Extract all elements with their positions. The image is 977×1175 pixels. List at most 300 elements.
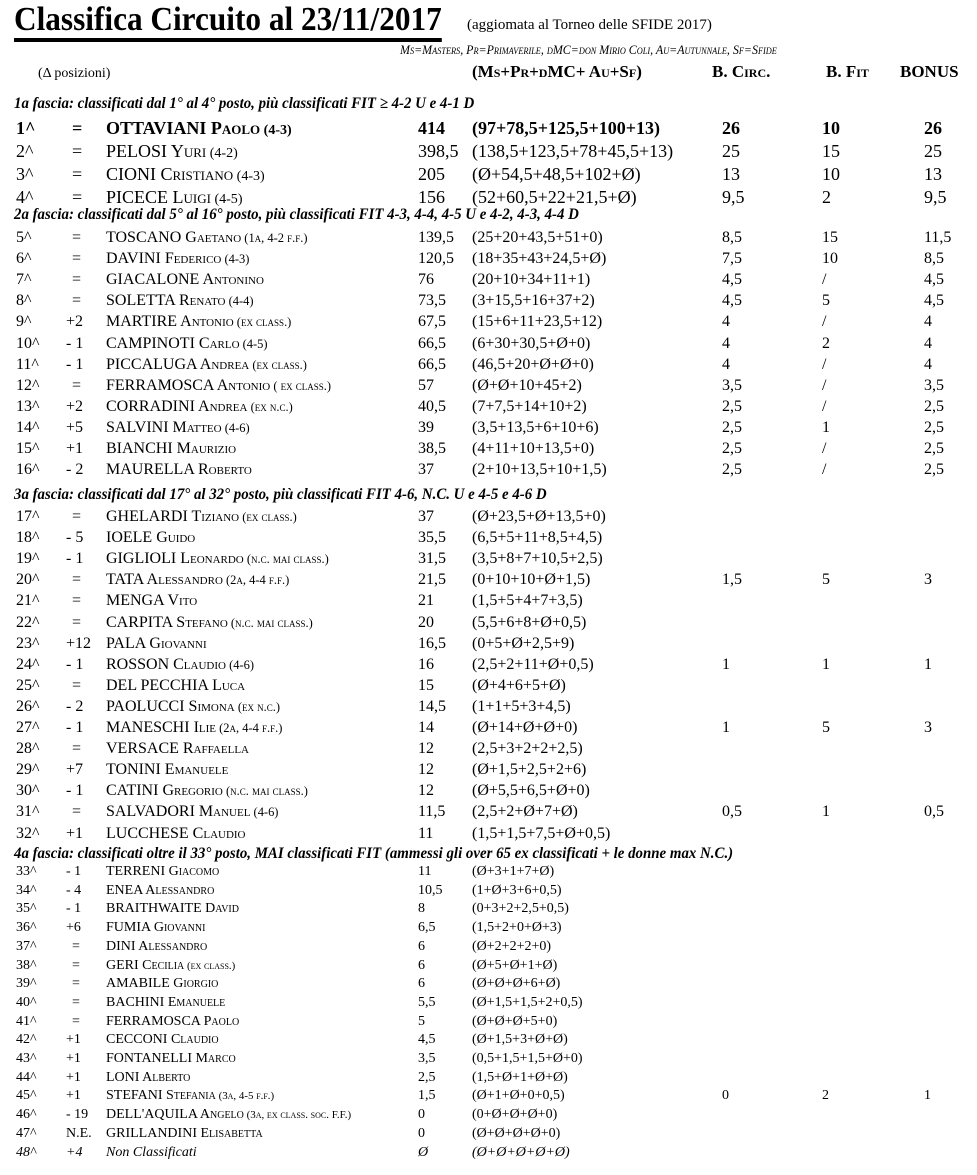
table-row [0, 883, 977, 903]
cell-pts: 12 [418, 782, 434, 800]
column-header-bonus: BONUS [900, 62, 959, 81]
band-header: 2a fascia: classificati dal 5° al 16° posto, più classificati FIT 4-3, 4-4, 4-5 U e 4-2, 4-3, 4-4 D [14, 206, 579, 223]
cell-pos: 41^ [16, 1013, 37, 1029]
cell-delta: +2 [66, 313, 84, 331]
cell-bfit: 1 [822, 418, 830, 436]
cell-name [106, 1032, 219, 1048]
cell-pts: 35,5 [418, 529, 446, 547]
cell-bfit: 10 [822, 164, 840, 184]
player-name: CARPITA Stefano [106, 613, 228, 631]
cell-bonus: 8,5 [924, 250, 944, 268]
cell-pos: 4^ [16, 187, 34, 207]
cell-formula: (Ø+54,5+48,5+102+Ø) [472, 164, 641, 184]
player-name: OTTAVIANI Paolo [106, 118, 261, 138]
cell-pts: 66,5 [418, 334, 446, 352]
player-note: (ex class.) [249, 357, 307, 372]
player-name: DINI Alessandro [106, 938, 208, 954]
cell-name [106, 1126, 263, 1142]
player-note: (4-6) [250, 805, 279, 820]
cell-pts: 4,5 [418, 1032, 436, 1048]
cell-formula: (1+Ø+3+6+0,5) [472, 882, 562, 898]
player-name: TONINI Emanuele [106, 761, 229, 779]
cell-delta: = [72, 571, 82, 589]
cell-bfit: 2 [822, 187, 831, 207]
cell-name [106, 550, 329, 568]
cell-bcirc: 13 [722, 164, 740, 184]
cell-formula: (2+10+13,5+10+1,5) [472, 461, 607, 479]
cell-bfit: 5 [822, 292, 830, 310]
table-row [0, 656, 977, 676]
cell-formula: (Ø+1,5+2,5+2+6) [472, 761, 587, 779]
cell-pts: 73,5 [418, 292, 446, 310]
cell-formula: (0+3+2+2,5+0,5) [472, 901, 569, 917]
cell-bonus: 0,5 [924, 803, 944, 821]
cell-formula: (Ø+Ø+Ø+Ø+0) [472, 1125, 561, 1141]
cell-formula: (6+30+30,5+Ø+0) [472, 334, 591, 352]
table-row [0, 939, 977, 959]
page-title: Classifica Circuito al 23/11/2017 [14, 2, 442, 42]
band-header: 1a fascia: classificati dal 1° al 4° posto, più classificati FIT ≥ 4-2 U e 4-1 D [14, 95, 475, 112]
cell-pos: 12^ [16, 376, 40, 394]
cell-bcirc: 0,5 [722, 803, 742, 821]
cell-bfit: 2 [822, 1088, 829, 1104]
cell-pts: 205 [418, 164, 445, 184]
player-name: PICECE Luigi [106, 187, 211, 207]
player-note: (ex class.) [239, 510, 297, 524]
cell-name [106, 761, 228, 779]
cell-pos: 25^ [16, 676, 40, 694]
cell-delta: = [72, 994, 80, 1010]
cell-delta: - 2 [66, 461, 84, 479]
cell-delta: - 1 [66, 334, 84, 352]
cell-pts: 5 [418, 1013, 425, 1029]
band-header: 4a fascia: classificati oltre il 33° posto, MAI classificati FIT (ammessi gli over 65 ex classificati + le donne max N.C.) [14, 845, 734, 862]
cell-bonus: 2,5 [924, 440, 944, 457]
cell-pts: 11 [418, 864, 432, 879]
cell-formula: (138,5+123,5+78+45,5+13) [472, 141, 674, 161]
cell-bcirc: 4,5 [722, 292, 742, 310]
player-note: (4-3) [221, 252, 250, 267]
table-row [0, 335, 977, 355]
cell-delta: = [72, 376, 82, 394]
cell-delta: = [72, 292, 82, 310]
cell-formula: (2,5+3+2+2+2,5) [472, 740, 583, 758]
cell-formula: (20+10+34+11+1) [472, 271, 591, 289]
cell-pts: 14 [418, 719, 434, 736]
cell-formula: (Ø+5+Ø+1+Ø) [472, 957, 558, 973]
cell-pts: 6 [418, 938, 425, 954]
cell-pts: 12 [418, 740, 434, 758]
cell-pos: 18^ [16, 529, 40, 547]
cell-formula: (46,5+20+Ø+Ø+0) [472, 355, 594, 373]
cell-delta: +1 [66, 1051, 81, 1066]
cell-formula: (3,5+13,5+6+10+6) [472, 418, 599, 436]
cell-bonus: 26 [924, 118, 942, 138]
player-note: (3a, ex class. soc. F.F.) [243, 1109, 352, 1122]
cell-pts: 40,5 [418, 397, 446, 415]
cell-name [106, 271, 264, 289]
cell-name [106, 1014, 239, 1030]
cell-formula: (4+11+10+13,5+0) [472, 440, 595, 457]
cell-delta: N.E. [66, 1125, 92, 1141]
cell-name [106, 1088, 274, 1104]
cell-delta: = [72, 229, 82, 246]
cell-bonus: 3 [924, 571, 932, 589]
table-row [0, 635, 977, 655]
cell-pts: 31,5 [418, 550, 446, 568]
table-row [0, 614, 977, 634]
cell-pts: 10,5 [418, 882, 443, 898]
cell-bcirc: 8,5 [722, 229, 742, 246]
cell-pts: 414 [418, 118, 445, 138]
cell-formula: (52+60,5+22+21,5+Ø) [472, 187, 637, 207]
table-row [0, 761, 977, 781]
column-header-bcirc: B. Circ. [712, 62, 771, 81]
cell-name [106, 398, 293, 416]
cell-formula: (1,5+1,5+7,5+Ø+0,5) [472, 824, 611, 842]
cell-bfit: / [822, 271, 827, 289]
cell-delta: - 4 [66, 882, 82, 898]
table-row [0, 995, 977, 1015]
player-name: PELOSI Yuri [106, 141, 207, 161]
player-name: MENGA Vito [106, 592, 198, 610]
cell-delta: = [72, 141, 83, 161]
cell-bonus: 2,5 [924, 461, 944, 479]
cell-pos: 42^ [16, 1032, 37, 1048]
player-name: SALVINI Matteo [106, 418, 222, 436]
cell-pts: 11 [418, 824, 434, 842]
cell-pos: 30^ [16, 782, 40, 800]
player-name: CORRADINI Andrea [106, 397, 248, 415]
cell-formula: (Ø+23,5+Ø+13,5+0) [472, 508, 606, 525]
player-name: DELL'AQUILA Angelo [106, 1107, 244, 1123]
cell-formula: (Ø+Ø+10+45+2) [472, 376, 582, 394]
cell-bcirc: 4 [722, 313, 730, 331]
cell-delta: - 1 [66, 719, 84, 736]
table-row [0, 1014, 977, 1034]
table-row [0, 901, 977, 921]
cell-name [106, 698, 280, 716]
cell-pos: 26^ [16, 697, 40, 715]
table-row [0, 398, 977, 418]
table-row [0, 958, 977, 978]
cell-delta: - 1 [66, 864, 82, 879]
cell-bonus: 4 [924, 313, 932, 331]
cell-bonus: 1 [924, 655, 932, 673]
table-row [0, 1032, 977, 1052]
table-row [0, 229, 977, 249]
cell-formula: (0,5+1,5+1,5+Ø+0) [472, 1051, 583, 1066]
table-row [0, 508, 977, 528]
cell-formula: (3,5+8+7+10,5+2,5) [472, 550, 603, 568]
player-note: (4-5) [210, 191, 243, 207]
table-row [0, 440, 977, 460]
cell-name [106, 958, 235, 974]
cell-name [106, 164, 265, 185]
cell-delta: = [72, 957, 80, 973]
cell-formula: (Ø+1,5+1,5+2+0,5) [472, 994, 583, 1010]
player-note: (4-6) [225, 657, 255, 672]
cell-pts: 11,5 [418, 803, 446, 821]
cell-pos: 13^ [16, 397, 40, 415]
player-note: (4-6) [221, 420, 250, 435]
cell-name [106, 656, 254, 674]
cell-pos: 45^ [16, 1088, 37, 1104]
cell-formula: (Ø+4+6+5+Ø) [472, 676, 566, 694]
player-name: TATA Alessandro [106, 571, 223, 589]
cell-name [106, 229, 308, 247]
cell-pos: 24^ [16, 655, 40, 673]
cell-delta: - 1 [66, 901, 82, 917]
cell-name [106, 719, 282, 737]
cell-name [106, 461, 252, 479]
cell-formula: (0+10+10+Ø+1,5) [472, 571, 591, 589]
player-note: (ex n.c.) [234, 699, 280, 714]
cell-bfit: / [822, 376, 827, 394]
cell-pts: 39 [418, 418, 434, 436]
table-row [0, 356, 977, 376]
cell-formula: (18+35+43+24,5+Ø) [472, 250, 607, 268]
column-header-bfit: B. Fit [826, 62, 869, 81]
table-row [0, 571, 977, 591]
cell-delta: - 19 [66, 1107, 89, 1123]
cell-pos: 34^ [16, 882, 37, 898]
player-note: (n.c. mai class.) [222, 784, 308, 799]
player-name: PICCALUGA Andrea [106, 355, 250, 373]
cell-delta: = [72, 164, 83, 184]
player-name: TOSCANO Gaetano [106, 229, 242, 246]
table-row [0, 740, 977, 760]
table-row [0, 1070, 977, 1090]
cell-pos: 40^ [16, 994, 37, 1010]
player-note: (3a, 4-5 f.f.) [215, 1090, 275, 1103]
cell-pts: 6 [418, 976, 425, 992]
cell-pos: 28^ [16, 740, 40, 758]
cell-name [106, 377, 331, 395]
player-name: SALVADORI Manuel [106, 803, 251, 821]
cell-formula: (Ø+1+Ø+0+0,5) [472, 1088, 565, 1104]
player-note: (4-3) [260, 122, 292, 138]
cell-delta: = [72, 613, 82, 631]
cell-pts: 16 [418, 655, 434, 673]
band-header: 3a fascia: classificati dal 17° al 32° posto, più classificati FIT 4-6, N.C. U e 4-5 e 4-6 D [14, 486, 547, 503]
player-name: PAOLUCCI Simona [106, 697, 235, 715]
cell-name [106, 803, 278, 821]
cell-bfit: 5 [822, 571, 830, 589]
cell-pos: 2^ [16, 141, 34, 161]
cell-name [106, 440, 236, 458]
cell-delta: +5 [66, 418, 84, 436]
cell-delta: +1 [66, 1069, 81, 1085]
cell-delta: = [72, 676, 82, 694]
cell-pts: 1,5 [418, 1088, 436, 1104]
table-row [0, 271, 977, 291]
cell-pts: 120,5 [418, 250, 454, 268]
table-row [0, 677, 977, 697]
player-name: Non Classificati [106, 1144, 197, 1160]
cell-formula: (2,5+2+11+Ø+0,5) [472, 655, 594, 673]
table-row [0, 782, 977, 802]
cell-pts: 8 [418, 901, 425, 917]
cell-name [106, 419, 250, 437]
cell-formula: (5,5+6+8+Ø+0,5) [472, 613, 587, 631]
player-note: (4-3) [233, 168, 265, 184]
player-note: (1a, 4-2 f.f.) [241, 231, 308, 245]
player-name: LONI Alberto [106, 1069, 191, 1085]
player-name: AMABILE Giorgio [106, 976, 219, 992]
cell-name [106, 901, 239, 917]
player-name: CIONI Cristiano [106, 164, 234, 184]
cell-delta: = [72, 271, 82, 289]
cell-formula: (1,5+2+0+Ø+3) [472, 920, 562, 936]
cell-pos: 36^ [16, 920, 37, 936]
cell-bcirc: 26 [722, 118, 740, 138]
cell-formula: (0+Ø+Ø+Ø+0) [472, 1107, 558, 1123]
cell-pts: 76 [418, 271, 434, 289]
cell-delta: = [72, 803, 82, 821]
player-note: ( ex class.) [270, 378, 332, 393]
player-name: FONTANELLI Marco [106, 1051, 236, 1066]
player-name: GIGLIOLI Leonardo [106, 550, 244, 568]
cell-pts: 2,5 [418, 1069, 436, 1085]
player-name: SOLETTA Renato [106, 292, 226, 310]
cell-pts: 66,5 [418, 355, 446, 373]
cell-bonus: 2,5 [924, 418, 944, 436]
player-note: (n.c. mai class.) [227, 615, 313, 630]
table-row [0, 292, 977, 312]
cell-name [106, 571, 289, 589]
cell-pts: 6 [418, 957, 425, 973]
cell-pts: 3,5 [418, 1051, 436, 1066]
cell-pts: 21 [418, 592, 434, 610]
cell-delta: - 1 [66, 550, 84, 568]
player-name: STEFANI Stefania [106, 1088, 216, 1104]
table-row [0, 825, 977, 845]
cell-name [106, 995, 225, 1011]
cell-bcirc: 2,5 [722, 418, 742, 436]
cell-delta: = [72, 118, 83, 138]
table-row [0, 1126, 977, 1146]
cell-bonus: 25 [924, 141, 942, 161]
player-name: FERRAMOSCA Antonio [106, 376, 271, 394]
cell-pos: 5^ [16, 229, 32, 246]
player-name: CAMPINOTI Carlo [106, 334, 240, 352]
cell-pts: 5,5 [418, 994, 436, 1010]
player-name: BRAITHWAITE David [106, 901, 239, 917]
cell-pts: 37 [418, 508, 434, 525]
cell-delta: - 2 [66, 697, 84, 715]
cell-pts: 14,5 [418, 697, 446, 715]
table-row [0, 719, 977, 739]
cell-name [106, 592, 197, 610]
cell-delta: = [72, 976, 80, 992]
cell-bonus: 4,5 [924, 292, 944, 310]
cell-pts: 0 [418, 1107, 425, 1123]
player-note: (4-2) [206, 145, 238, 161]
cell-pts: 12 [418, 761, 434, 779]
cell-bonus: 4,5 [924, 271, 944, 289]
cell-pos: 23^ [16, 634, 40, 652]
cell-pos: 20^ [16, 571, 40, 589]
cell-name [106, 635, 207, 653]
cell-bonus: 3 [924, 719, 932, 736]
cell-name [106, 740, 249, 758]
cell-name [106, 250, 249, 268]
cell-delta: +2 [66, 397, 84, 415]
table-row [0, 419, 977, 439]
cell-bcirc: 25 [722, 141, 740, 161]
page-subtitle: (aggiomata al Torneo delle SFIDE 2017) [467, 17, 712, 33]
cell-delta: +7 [66, 761, 84, 779]
player-name: VERSACE Raffaella [106, 740, 249, 758]
table-row [0, 118, 977, 138]
cell-pos: 16^ [16, 461, 40, 479]
cell-bcirc: 7,5 [722, 250, 742, 268]
cell-pos: 10^ [16, 334, 40, 352]
cell-formula: (2,5+2+Ø+7+Ø) [472, 803, 578, 821]
cell-pos: 39^ [16, 976, 37, 992]
player-name: BIANCHI Maurizio [106, 440, 237, 457]
player-name: GRILLANDINI Elisabetta [106, 1125, 263, 1141]
player-note: (2a, 4-4 f.f.) [222, 573, 290, 588]
cell-delta: +1 [66, 1032, 81, 1048]
player-name: FERRAMOSCA Paolo [106, 1013, 240, 1029]
cell-delta: - 1 [66, 655, 84, 673]
cell-bfit: / [822, 397, 827, 415]
cell-formula: (Ø+3+1+7+Ø) [472, 864, 555, 879]
cell-pos: 27^ [16, 719, 40, 736]
cell-name [106, 782, 308, 800]
cell-bcirc: 4 [722, 334, 730, 352]
cell-name [106, 335, 268, 353]
player-name: MAURELLA Roberto [106, 461, 252, 479]
table-row [0, 920, 977, 940]
player-name: BACHINI Emanuele [106, 994, 226, 1010]
cell-formula: (Ø+Ø+Ø+Ø+Ø) [472, 1144, 570, 1160]
cell-name [106, 118, 292, 139]
table-row [0, 187, 977, 207]
cell-pts: 37 [418, 461, 434, 479]
cell-pos: 31^ [16, 803, 40, 821]
tournament-legend: Ms=Masters, Pr=Primaverile, dMC=don Mirio Coli, Au=Autunnale, Sf=Sfide [400, 42, 777, 57]
cell-bonus: 11,5 [924, 229, 952, 246]
cell-pos: 9^ [16, 313, 32, 331]
cell-pos: 8^ [16, 292, 32, 310]
cell-bonus: 9,5 [924, 187, 947, 207]
cell-name [106, 1070, 190, 1086]
cell-delta: = [72, 938, 80, 954]
player-note: (ex class.) [184, 959, 236, 972]
cell-delta: +1 [66, 824, 84, 842]
cell-bfit: 10 [822, 118, 840, 138]
cell-bcirc: 3,5 [722, 376, 742, 394]
delta-column-label: (Δ posizioni) [38, 66, 111, 81]
player-note: (2a, 4-4 f.f.) [216, 721, 283, 735]
cell-pos: 33^ [16, 864, 37, 879]
cell-name [106, 614, 313, 632]
cell-pos: 21^ [16, 592, 40, 610]
cell-name [106, 825, 246, 843]
cell-bcirc: 9,5 [722, 187, 745, 207]
cell-pos: 22^ [16, 613, 40, 631]
player-name: ENEA Alessandro [106, 882, 215, 898]
cell-bcirc: 2,5 [722, 440, 742, 457]
table-row [0, 377, 977, 397]
cell-bfit: / [822, 440, 827, 457]
cell-formula: (Ø+Ø+Ø+5+0) [472, 1013, 558, 1029]
cell-bonus: 4 [924, 355, 932, 373]
cell-bfit: 5 [822, 719, 830, 736]
